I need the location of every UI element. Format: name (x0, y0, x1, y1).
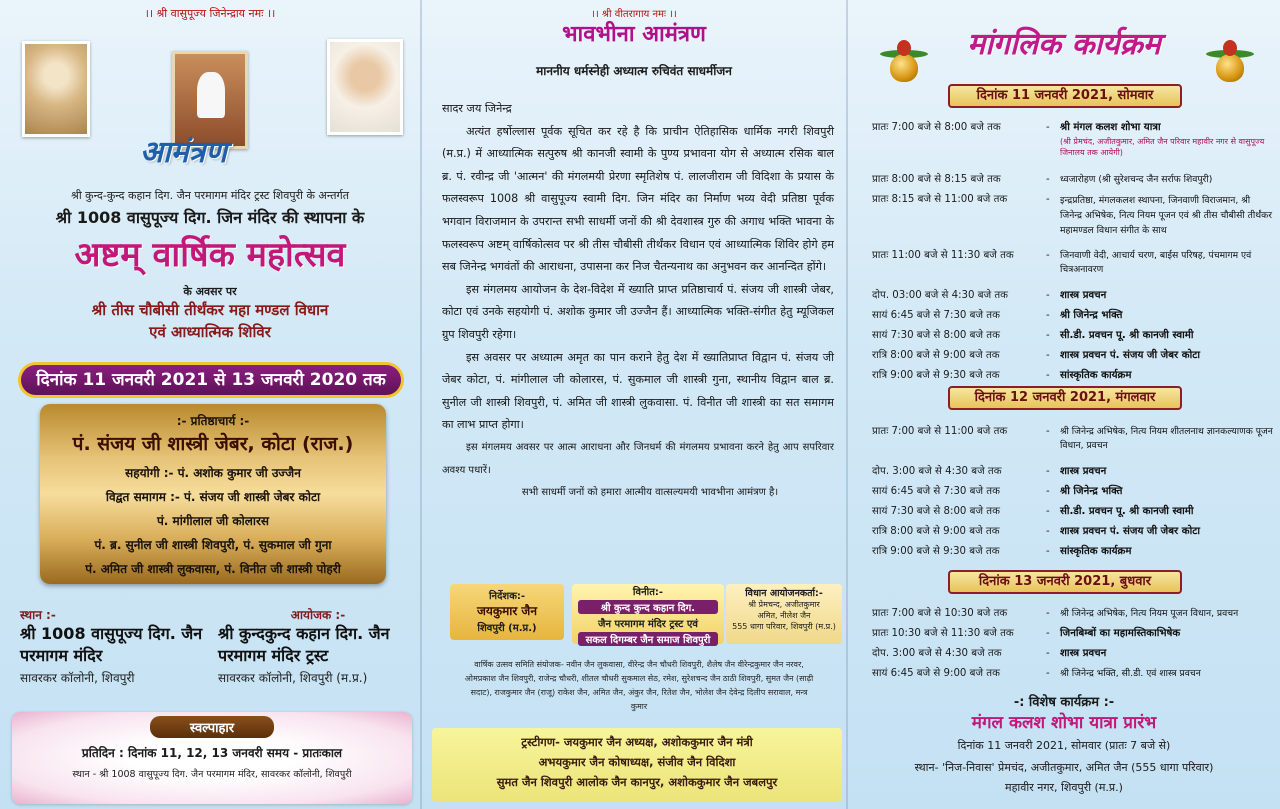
schedule-row: सायं 6:45 बजे से 7:30 बजे तक - श्री जिनेन्द्र भक्ति (872, 482, 1274, 502)
schedule-event: श्री जिनेन्द्र भक्ति, सी.डी. एवं शास्त्र प्रवचन (1060, 668, 1201, 679)
panel1-mantra: ।। श्री वासुपूज्य जिनेन्द्राय नमः ।। (144, 7, 276, 20)
schedule-time: प्रातः 8:15 बजे से 11:00 बजे तक (872, 194, 1008, 205)
vidhan-ayojak-box (726, 584, 842, 644)
sahyogi-line: सहयोगी :- पं. अशोक कुमार जी उज्जैन (125, 466, 301, 480)
nirdeshak-place: शिवपुरी (म.प्र.) (477, 623, 537, 634)
shivir-line: एवं आध्यात्मिक शिविर (149, 323, 271, 341)
vidwan-line-1: पं. मांगीलाल जी कोलारस (156, 514, 270, 528)
sthan-label: स्थान :- (20, 608, 56, 622)
schedule-row: प्रातः 7:00 बजे से 11:00 बजे तक - श्री जिनेन्द्र अभिषेक, नित्य नियम शीतलनाथ ज्ञानकल्याणक पूजन विधान, प्रवचन (872, 422, 1274, 462)
vidhan-line: श्री तीस चौबीसी तीर्थंकर महा मण्डल विधान (91, 301, 329, 319)
schedule-time: रात्रि 8:00 बजे से 9:00 बजे तक (872, 526, 1000, 537)
day-2-schedule (872, 422, 1274, 562)
schedule-event: श्री मंगल कलश शोभा यात्रा (1060, 122, 1161, 133)
vidwat-line: विद्वत समागम :- पं. संजय जी शास्त्री जेबर कोटा (105, 490, 321, 504)
schedule-time: दोप. 03:00 बजे से 4:30 बजे तक (872, 290, 1009, 301)
vishesh-title: मंगल कलश शोभा यात्रा प्रारंभ (971, 713, 1157, 733)
schedule-row: दोप. 3:00 बजे से 4:30 बजे तक - शास्त्र प्रवचन (872, 462, 1274, 482)
ayojak-name: श्री कुन्दकुन्द कहान दिग. जैन परमागम मंदिर ट्रस्ट (218, 624, 390, 665)
svalpahar-box (12, 712, 412, 804)
schedule-time: रात्रि 8:00 बजे से 9:00 बजे तक (872, 350, 1000, 361)
schedule-time: सायं 6:45 बजे से 7:30 बजे तक (872, 310, 1000, 321)
trustee-box (432, 728, 842, 802)
schedule-event: शास्त्र प्रवचन (1060, 466, 1107, 477)
ayojak-block (218, 606, 418, 686)
schedule-time: दोप. 3:00 बजे से 4:30 बजे तक (872, 648, 1002, 659)
vidhan-ayojak-line-1: श्री प्रेमचन्द, अजीतकुमार (748, 600, 820, 609)
schedule-row: सायं 6:45 बजे से 9:00 बजे तक - श्री जिनेन्द्र भक्ति, सी.डी. एवं शास्त्र प्रवचन (872, 664, 1274, 684)
schedule-time: दोप. 3:00 बजे से 4:30 बजे तक (872, 466, 1002, 477)
day-3-schedule (872, 604, 1274, 684)
schedule-event: श्री जिनेन्द्र भक्ति (1060, 486, 1123, 497)
schedule-event: शास्त्र प्रवचन (1060, 290, 1107, 301)
trust-line: श्री कुन्द-कुन्द कहान दिग. जैन परमागम मंदिर ट्रस्ट शिवपुरी के अन्तर्गत (71, 189, 349, 202)
day-1-schedule (872, 118, 1274, 386)
mahotsav-title: अष्टम् वार्षिक महोत्सव (74, 235, 346, 275)
schedule-time: रात्रि 9:00 बजे से 9:30 बजे तक (872, 370, 1000, 381)
nirdeshak-box (450, 584, 564, 640)
vishesh-date: दिनांक 11 जनवरी 2021, सोमवार (प्रातः 7 बजे से) (957, 739, 1171, 752)
schedule-row: दोप. 3:00 बजे से 4:30 बजे तक - शास्त्र प्रवचन (872, 644, 1274, 664)
schedule-row: सायं 6:45 बजे से 7:30 बजे तक - श्री जिनेन्द्र भक्ति (872, 306, 1274, 326)
schedule-row: प्रातः 10:30 बजे से 11:30 बजे तक - जिनबिम्बों का महामस्तिकाभिषेक (872, 624, 1274, 644)
pratishthacharya-name: पं. संजय जी शास्त्री जेबर, कोटा (राज.) (72, 433, 354, 455)
schedule-event: जिनबिम्बों का महामस्तिकाभिषेक (1060, 628, 1181, 639)
vidwan-line-2: पं. ब्र. सुनील जी शास्त्री शिवपुरी, पं. सुकमाल जी गुना (94, 538, 332, 552)
schedule-row: प्रातः 11:00 बजे से 11:30 बजे तक - जिनवाणी वेदी, आचार्य चरण, बाईस परिषह, पंचमागम एवं चित्रअनावरण (872, 246, 1274, 286)
schedule-time: सायं 7:30 बजे से 8:00 बजे तक (872, 506, 1000, 517)
vineet-line-3: सकल दिगम्बर जैन समाज शिवपुरी (578, 632, 718, 646)
vineet-box (572, 584, 724, 644)
schedule-event: श्री जिनेन्द्र अभिषेक, नित्य नियम शीतलनाथ ज्ञानकल्याणक पूजन विधान, प्रवचन (1060, 426, 1273, 451)
schedule-event: इन्द्रप्रतिष्ठा, मंगलकलश स्थापना, जिनवाणी विराजमान, श्री जिनेन्द्र अभिषेक, नित्य नियम पूजन एवं श्री तीस चौबीसी तीर्थंकर महामण्डल विधान संगीत के साथ (1060, 195, 1272, 236)
schedule-row: प्रातः 8:15 बजे से 11:00 बजे तक - इन्द्रप्रतिष्ठा, मंगलकलश स्थापना, जिनवाणी विराजमान, श्री जिनेन्द्र अभिषेक, नित्य नियम पूजन एवं श्री तीस चौबीसी तीर्थंकर महामण्डल विधान संगीत के साथ (872, 190, 1274, 246)
sthan-block (20, 606, 210, 686)
schedule-event: शास्त्र प्रवचन (1060, 648, 1107, 659)
schedule-row: रात्रि 9:00 बजे से 9:30 बजे तक - सांस्कृतिक कार्यक्रम (872, 366, 1274, 386)
letter-para-1: अत्यंत हर्षोल्लास पूर्वक सूचित कर रहे है कि प्राचीन ऐतिहासिक धार्मिक नगरी शिवपुरी (म.प्र.) में आध्यात्मिक सत्पुरुष श्री कानजी स्वामी के पुण्य प्रभावना योग से अध्यात्म रसिक बाल ब्र. पं. रवीन्द्र जी 'आत्मन' की मंगलमयी प्रेरणा स्मृतिशेष पं. लालजीराम जी विदिशा के प्रयास के फलस्वरूप 1008 श्री वासुपूज्य स्वामी दिग. जिन मंदिर का निर्माण भव्य वेदी प्रतिष्ठा पूर्वक भगवान विराजमान के उपरान्त सभी साधर्मी जनों की श्री देवशास्त्र गुरु की अगाध भक्ति भावना के फलस्वरूप अष्टम् वार्षिकोत्सव पर श्री तीस चौबीसी तीर्थंकर विधान एवं आध्यात्मिक शिविर होगे हम सब जिनेन्द्र भगवंतों की आराधना, उपासना कर निज चैतन्यनाथ का अनुभवन कर आनन्दित होंगे। (442, 124, 834, 274)
middle-panel (422, 0, 846, 809)
schedule-time: सायं 6:45 बजे से 7:30 बजे तक (872, 486, 1000, 497)
vidhan-ayojak-label: विधान आयोजनकर्ता:- (745, 588, 823, 599)
schedule-event: श्री जिनेन्द्र भक्ति (1060, 310, 1123, 321)
schedule-event: सी.डी. प्रवचन पू. श्री कानजी स्वामी (1060, 330, 1194, 341)
svalpahar-timing: प्रतिदिन : दिनांक 11, 12, 13 जनवरी समय - प्रातःकाल (81, 746, 343, 760)
panel2-mantra: ।। श्री वीतरागाय नमः ।। (591, 9, 677, 20)
sthan-address: सावरकर कॉलोनी, शिवपुरी (20, 671, 135, 685)
samiti-list: वार्षिक उत्सव समिति संयोजक- नवीन जैन लुकवासा, वीरेन्द्र जैन चौधरी शिवपुरी, शैलेष जैन वीरेन्द्रकुमार जैन नरवर, ओमप्रकाश जैन शिवपुरी, राजेन्द्र चौधरी, शीतल चौधरी सुकमाल सेठ, रमेश, सुरेशचन्द जैन ठाठी शिवपुरी, सुमत जैन (साढ़ी सदाट), राजकुमार जैन (राजू) राकेश जैन, अमित जैन, अंकुर जैन, रितेश जैन, भोलेश जैन देवेन्द्र दिलीप सरावाल, मन्त्र कुमार (464, 660, 814, 711)
day-1-banner: दिनांक 11 जनवरी 2021, सोमवार (948, 84, 1182, 108)
invitation-subtitle: माननीय धर्मस्नेही अध्यात्म रुचिवंत साधर्मीजन (536, 64, 732, 78)
day-2-banner: दिनांक 12 जनवरी 2021, मंगलवार (948, 386, 1182, 410)
trustee-line-1: ट्रस्टीगण- जयकुमार जैन अध्यक्ष, अशोककुमार जैन मंत्री (521, 735, 753, 749)
day-3-banner: दिनांक 13 जनवरी 2021, बुधवार (948, 570, 1182, 594)
trustee-line-2: अभयकुमार जैन कोषाध्यक्ष, संजीव जैन विदिशा (538, 755, 736, 769)
schedule-row: प्रातः 7:00 बजे से 8:00 बजे तक - श्री मंगल कलश शोभा यात्रा (श्री प्रेमचंद, अजीतकुमार, अमित जैन परिवार महावीर नगर से वासुपूज्य जिनालय तक आयेगी) (872, 118, 1274, 170)
schedule-title: मांगलिक कार्यक्रम (967, 27, 1161, 62)
pratishthacharya-box (40, 404, 386, 584)
vidhan-ayojak-line-2: अमित, नीलेश जैन (757, 611, 811, 620)
vineet-line-1: श्री कुन्द कुन्द कहान दिग. (578, 600, 718, 614)
date-range-banner: दिनांक 11 जनवरी 2021 से 13 जनवरी 2020 तक (18, 362, 404, 398)
schedule-time: रात्रि 9:00 बजे से 9:30 बजे तक (872, 546, 1000, 557)
vineet-line-2: जैन परमागम मंदिर ट्रस्ट एवं (598, 619, 698, 630)
schedule-row: सायं 7:30 बजे से 8:00 बजे तक - सी.डी. प्रवचन पू. श्री कानजी स्वामी (872, 326, 1274, 346)
invitation-letter (442, 98, 834, 505)
schedule-time: प्रातः 7:00 बजे से 11:00 बजे तक (872, 426, 1008, 437)
svalpahar-title: स्वल्पाहार (150, 716, 274, 738)
schedule-event: ध्वजारोहण (श्री सुरेशचन्द जैन सर्राफ शिवपुरी) (1060, 174, 1213, 185)
schedule-time: सायं 7:30 बजे से 8:00 बजे तक (872, 330, 1000, 341)
schedule-row: रात्रि 8:00 बजे से 9:00 बजे तक - शास्त्र प्रवचन पं. संजय जी जेबर कोटा (872, 522, 1274, 542)
vineet-label: विनीत:- (632, 587, 664, 598)
nirdeshak-label: निर्देशक:- (488, 591, 526, 602)
schedule-event: सांस्कृतिक कार्यक्रम (1060, 546, 1132, 557)
guru-portrait (327, 39, 403, 135)
schedule-row: प्रातः 7:00 बजे से 10:30 बजे तक - श्री जिनेन्द्र अभिषेक, नित्य नियम पूजन विधान, प्रवचन (872, 604, 1274, 624)
schedule-note: (श्री प्रेमचंद, अजीतकुमार, अमित जैन परिवार महावीर नगर से वासुपूज्य जिनालय तक आयेगी) (1060, 137, 1265, 157)
vishesh-heading: -: विशेष कार्यक्रम :- (1013, 695, 1115, 710)
trustee-line-3: सुमत जैन शिवपुरी आलोक जैन कानपुर, अशोककुमार जैन जबलपुर (496, 775, 778, 789)
schedule-time: प्रातः 10:30 बजे से 11:30 बजे तक (872, 628, 1014, 639)
schedule-time: प्रातः 7:00 बजे से 10:30 बजे तक (872, 608, 1008, 619)
schedule-time: प्रातः 7:00 बजे से 8:00 बजे तक (872, 122, 1001, 133)
svalpahar-location: स्थान - श्री 1008 वासुपूज्य दिग. जैन परमागम मंदिर, सावरकर कॉलोनी, शिवपुरी (72, 769, 352, 780)
invitation-title: भावभीना आमंत्रण (562, 21, 706, 47)
letter-para-4: इस मंगलमय अवसर पर आत्म आराधना और जिनधर्म की मंगलमय प्रभावना करने हेतु आप सपरिवार अवश्य पधारें। (442, 441, 834, 476)
left-panel (0, 0, 420, 809)
vishesh-location-2: महावीर नगर, शिवपुरी (म.प्र.) (1005, 781, 1123, 794)
nirdeshak-name: जयकुमार जैन (476, 604, 537, 618)
ayojak-label: आयोजक :- (290, 608, 346, 622)
schedule-time: प्रातः 11:00 बजे से 11:30 बजे तक (872, 250, 1014, 261)
schedule-row: रात्रि 8:00 बजे से 9:00 बजे तक - शास्त्र प्रवचन पं. संजय जी जेबर कोटा (872, 346, 1274, 366)
stapna-line: श्री 1008 वासुपूज्य दिग. जिन मंदिर की स्थापना के (55, 208, 365, 227)
sthan-name: श्री 1008 वासुपूज्य दिग. जैन परमागम मंदिर (20, 624, 203, 665)
pratishthacharya-heading: :- प्रतिष्ठाचार्य :- (176, 414, 250, 428)
schedule-time: सायं 6:45 बजे से 9:00 बजे तक (872, 668, 1000, 679)
right-panel (848, 0, 1280, 809)
letter-para-5: सभी साधर्मी जनों को हमारा आत्मीय वात्सल्यमयी भावभीना आमंत्रण है। (521, 487, 779, 499)
vishesh-location: स्थान- 'निज-निवास' प्रेमचंद, अजीतकुमार, अमित जैन (555 धागा परिवार) (914, 761, 1214, 774)
schedule-event: शास्त्र प्रवचन पं. संजय जी जेबर कोटा (1060, 526, 1201, 537)
schedule-event: जिनवाणी वेदी, आचार्य चरण, बाईस परिषह, पंचमागम एवं चित्रअनावरण (1060, 250, 1252, 275)
schedule-row: दोप. 03:00 बजे से 4:30 बजे तक - शास्त्र प्रवचन (872, 286, 1274, 306)
ayojak-address: सावरकर कॉलोनी, शिवपुरी (म.प्र.) (218, 671, 368, 685)
avsar-line: के अवसर पर (183, 285, 237, 298)
schedule-event: सांस्कृतिक कार्यक्रम (1060, 370, 1132, 381)
schedule-event: सी.डी. प्रवचन पू. श्री कानजी स्वामी (1060, 506, 1194, 517)
letter-para-2: इस मंगलमय आयोजन के देश-विदेश में ख्याति प्राप्त प्रतिष्ठाचार्य पं. संजय जी शास्त्री जेबर, कोटा एवं उनके सहयोगी पं. अशोक कुमार जी उज्जैन हैं। आध्यात्मिक भक्ति-संगीत हेतु म्यूजिकल ग्रुप शिवपुरी रहेगा। (442, 282, 834, 341)
greeting: सादर जय जिनेन्द्र (442, 102, 512, 115)
schedule-time: प्रातः 8:00 बजे से 8:15 बजे तक (872, 174, 1001, 185)
schedule-event: शास्त्र प्रवचन पं. संजय जी जेबर कोटा (1060, 350, 1201, 361)
vidhan-ayojak-line-3: 555 धागा परिवार, शिवपुरी (म.प्र.) (732, 622, 836, 631)
schedule-event: श्री जिनेन्द्र अभिषेक, नित्य नियम पूजन विधान, प्रवचन (1060, 608, 1239, 619)
bhagwan-image (22, 41, 90, 137)
schedule-row: प्रातः 8:00 बजे से 8:15 बजे तक - ध्वजारोहण (श्री सुरेशचन्द जैन सर्राफ शिवपुरी) (872, 170, 1274, 190)
schedule-row: रात्रि 9:00 बजे से 9:30 बजे तक - सांस्कृतिक कार्यक्रम (872, 542, 1274, 562)
schedule-row: सायं 7:30 बजे से 8:00 बजे तक - सी.डी. प्रवचन पू. श्री कानजी स्वामी (872, 502, 1274, 522)
letter-para-3: इस अवसर पर अध्यात्म अमृत का पान कराने हेतु देश में ख्यातिप्राप्त विद्वान पं. संजय जी जेबर कोटा, पं. मांगीलाल जी कोलारस, पं. सुकमाल जी शास्त्री गुना, स्थानीय विद्वान बाल ब्र. सुनील जी शास्त्री शिवपुरी, पं. अमित जी शास्त्री लुकवासा. पं. विनीत जी शास्त्री का सत समागम का लाभ प्राप्त होगा। (442, 350, 834, 432)
vidwan-line-3: पं. अमित जी शास्त्री लुकवासा, पं. विनीत जी शास्त्री पोहरी (85, 562, 341, 576)
aamantran-logo: आमंत्रण (140, 135, 227, 170)
